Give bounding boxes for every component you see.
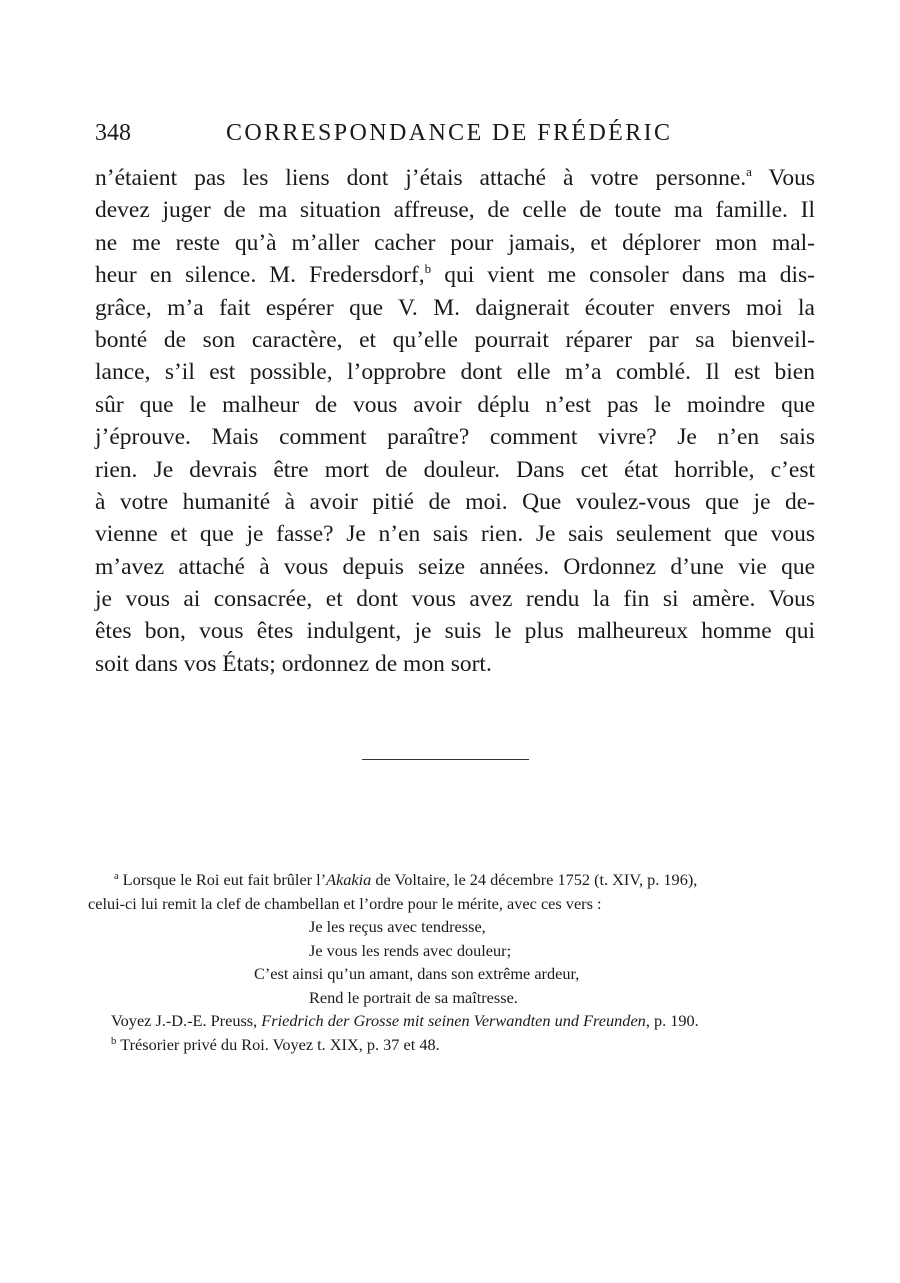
footnote-marker-b: b [111,1035,117,1047]
footnote-a-line1: $^a$ Lorsque le Roi eut fait brûler l’Akakia de Voltaire, le 24 décembre 1752 (t. XIV, p. 196), [114,870,698,889]
footnote-ref-b[interactable]: b [424,261,432,277]
body-line: n’étaient pas les liens dont j’étais attaché à votre personne.$^a$ Vous [95,164,815,191]
body-line: rien. Je devrais être mort de douleur. Dans cet état horrible, c’est [95,456,815,483]
footnote-verse: C’est ainsi qu’un amant, dans son extrême ardeur, [254,964,580,983]
page-number: 348 [95,120,131,146]
body-line: êtes bon, vous êtes indulgent, je suis le plus malheureux homme qui [95,618,815,645]
body-line: lance, s’il est possible, l’opprobre dont elle m’a comblé. Il est bien [95,359,815,386]
footnote-verse: Rend le portrait de sa maîtresse. [309,987,518,1007]
body-line: vienne et que je fasse? Je n’en sais rien. Je sais seulement que vous [95,521,815,548]
footnote-ref-a[interactable]: a [746,164,752,179]
body-line: j’éprouve. Mais comment paraître? comment vivre? Je n’en sais [95,424,815,451]
footnote-a-source: Voyez J.-D.-E. Preuss, Friedrich der Grosse mit seinen Verwandten und Freunden, p. 190. [111,1011,699,1030]
body-line: m’avez attaché à vous depuis seize années. Ordonnez d’une vie que [95,553,815,580]
body-line: ne me reste qu’à m’aller cacher pour jamais, et déplorer mon mal- [95,229,815,256]
section-rule [362,759,529,760]
body-line: grâce, m’a fait espérer que V. M. daignerait écouter envers moi la [95,294,815,321]
body-line: à votre humanité à avoir pitié de moi. Que voulez-vous que je de- [95,488,815,515]
body-line: je vous ai consacrée, et dont vous avez rendu la fin si amère. Vous [95,586,815,613]
body-line: sûr que le malheur de vous avoir déplu n’est pas le moindre que [95,391,815,418]
body-line: heur en silence. M. Fredersdorf,$^b$ qui vient me consoler dans ma dis- [95,261,816,289]
footnote-b: $^b$ Trésorier privé du Roi. Voyez t. XIX, p. 37 et 48. [111,1034,440,1054]
footnote-a-line2: celui-ci lui remit la clef de chambellan et l’ordre pour le mérite, avec ces vers : [88,893,602,913]
footnote-marker-a: a [114,871,119,882]
letter-body [95,162,815,680]
body-line: devez juger de ma situation affreuse, de celle de toute ma famille. Il [95,197,815,224]
footnote-verse: Je les reçus avec tendresse, [309,917,486,936]
running-title: CORRESPONDANCE DE FRÉDÉRIC [226,120,673,146]
running-head [95,116,695,150]
body-line: bonté de son caractère, et qu’elle pourrait réparer par sa bienveil- [95,326,815,353]
body-line: soit dans vos États; ordonnez de mon sort. [95,650,492,677]
footnote-verse: Je vous les rends avec douleur; [309,940,512,960]
footnotes [88,868,808,1056]
